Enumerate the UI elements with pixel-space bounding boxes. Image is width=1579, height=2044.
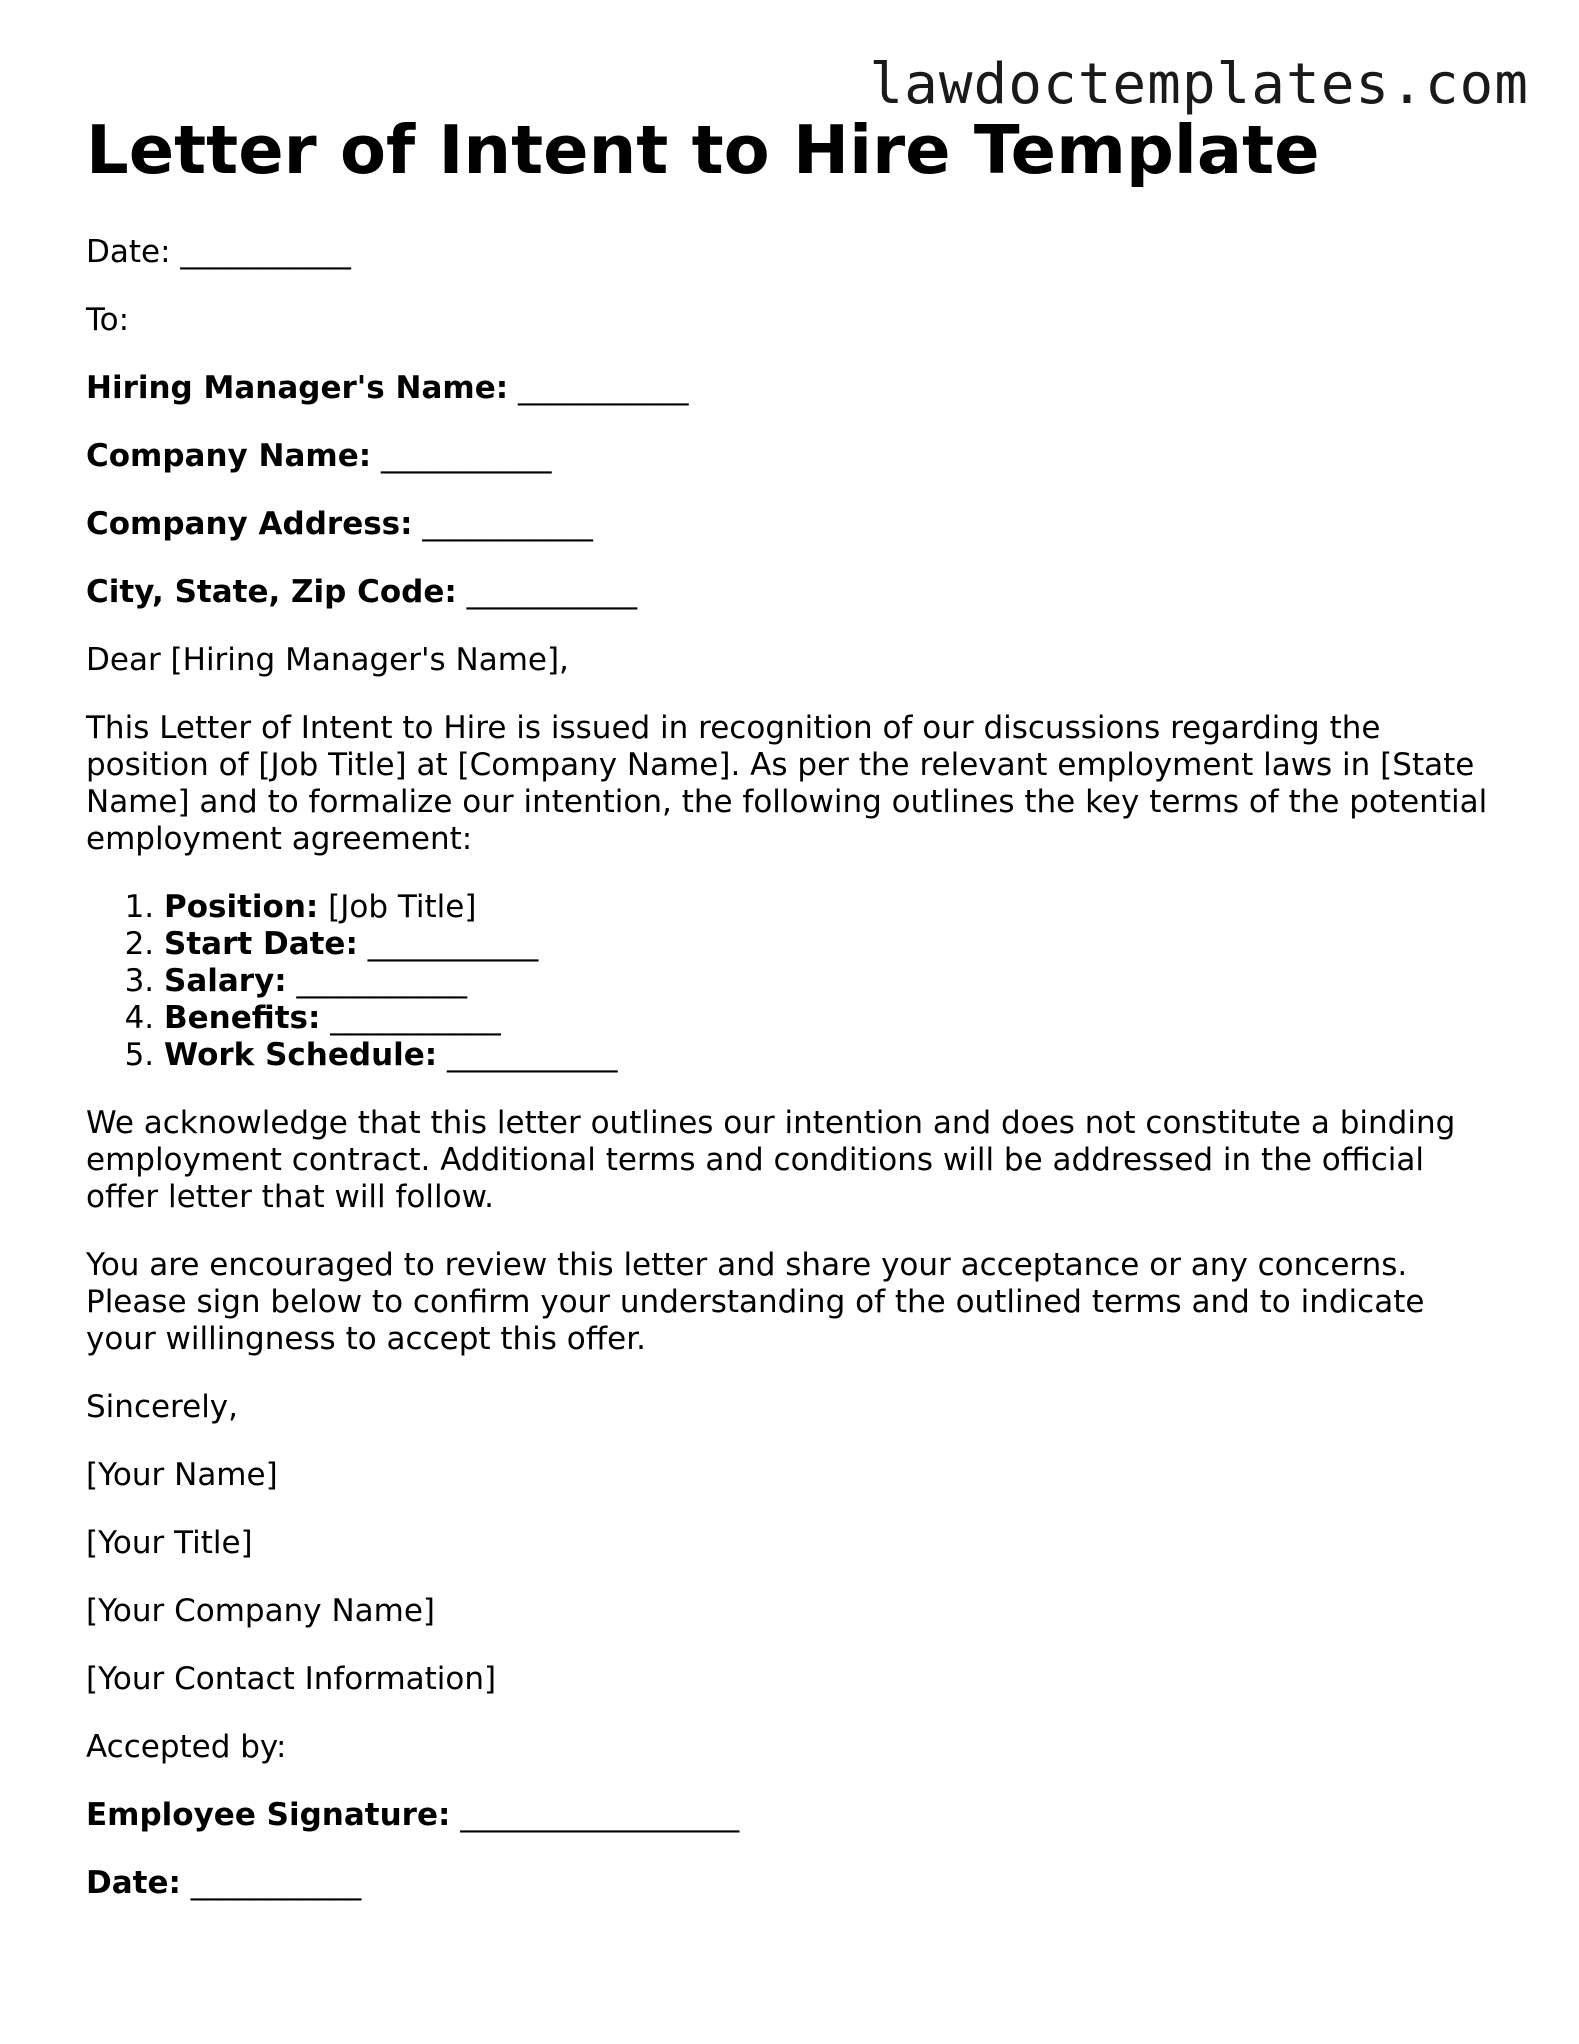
field-label: Date: [86, 1865, 181, 1901]
list-item [164, 1037, 1496, 1074]
acknowledge-paragraph: We acknowledge that this letter outlines our intention and does not constitute a binding employment contract. Additional terms and conditions will be addressed in the official offer letter that will follow. [86, 1105, 1456, 1215]
recipient-field-company-name [86, 438, 1496, 475]
term-label: Position: [164, 889, 319, 925]
list-item [164, 963, 1496, 1000]
field-blank: ___________ [422, 506, 593, 542]
recipient-field-city-state-zip [86, 574, 1496, 611]
signature-date-line [86, 1865, 1496, 1902]
term-value: [Job Title] [328, 889, 477, 925]
terms-list [86, 889, 1496, 1074]
term-label: Salary: [164, 963, 287, 999]
list-item [164, 889, 1496, 926]
employee-signature-line [86, 1797, 1496, 1834]
sender-contact: [Your Contact Information] [86, 1661, 497, 1697]
field-label: Hiring Manager's Name: [86, 370, 509, 406]
review-paragraph: You are encouraged to review this letter and share your acceptance or any concerns. Please sign below to confirm your understanding of the outlined terms and to indicate your willingness to accept this offer. [86, 1247, 1425, 1357]
field-label: Employee Signature: [86, 1797, 451, 1833]
term-value: ___________ [296, 963, 468, 999]
recipient-field-hiring-manager [86, 370, 1496, 407]
date-label: Date: [86, 234, 171, 270]
intro-paragraph: This Letter of Intent to Hire is issued in recognition of our discussions regarding the position of [Job Title] at [Company Name]. As per the relevant employment laws in [State Name] and to formalize our intention, the following outlines the key terms of the potential employment agreement: [86, 710, 1488, 857]
to-label: To: [86, 302, 130, 338]
field-label: Company Address: [86, 506, 413, 542]
site-watermark: lawdoctemplates.com [869, 52, 1529, 117]
term-value: ___________ [447, 1037, 618, 1073]
field-blank: ___________ [190, 1865, 362, 1901]
sender-title: [Your Title] [86, 1525, 253, 1561]
field-blank: ___________ [517, 370, 689, 406]
field-blank: ___________ [380, 438, 552, 474]
field-blank: __________________ [460, 1797, 740, 1833]
date-line [86, 234, 1496, 271]
closing: Sincerely, [86, 1389, 239, 1425]
term-label: Start Date: [164, 926, 358, 962]
field-label: Company Name: [86, 438, 372, 474]
letter-document [86, 110, 1496, 1933]
term-value: ___________ [330, 1000, 501, 1036]
term-label: Work Schedule: [164, 1037, 438, 1073]
term-label: Benefits: [164, 1000, 321, 1036]
field-label: City, State, Zip Code: [86, 574, 457, 610]
sender-company: [Your Company Name] [86, 1593, 436, 1629]
document-title: Letter of Intent to Hire Template [86, 111, 1320, 189]
date-blank: ___________ [180, 234, 351, 270]
term-value: ___________ [367, 926, 539, 962]
list-item [164, 1000, 1496, 1037]
sender-name: [Your Name] [86, 1457, 278, 1493]
field-blank: ___________ [466, 574, 638, 610]
recipient-field-company-address [86, 506, 1496, 543]
list-item [164, 926, 1496, 963]
accepted-by-label: Accepted by: [86, 1729, 287, 1765]
salutation: Dear [Hiring Manager's Name], [86, 642, 569, 678]
